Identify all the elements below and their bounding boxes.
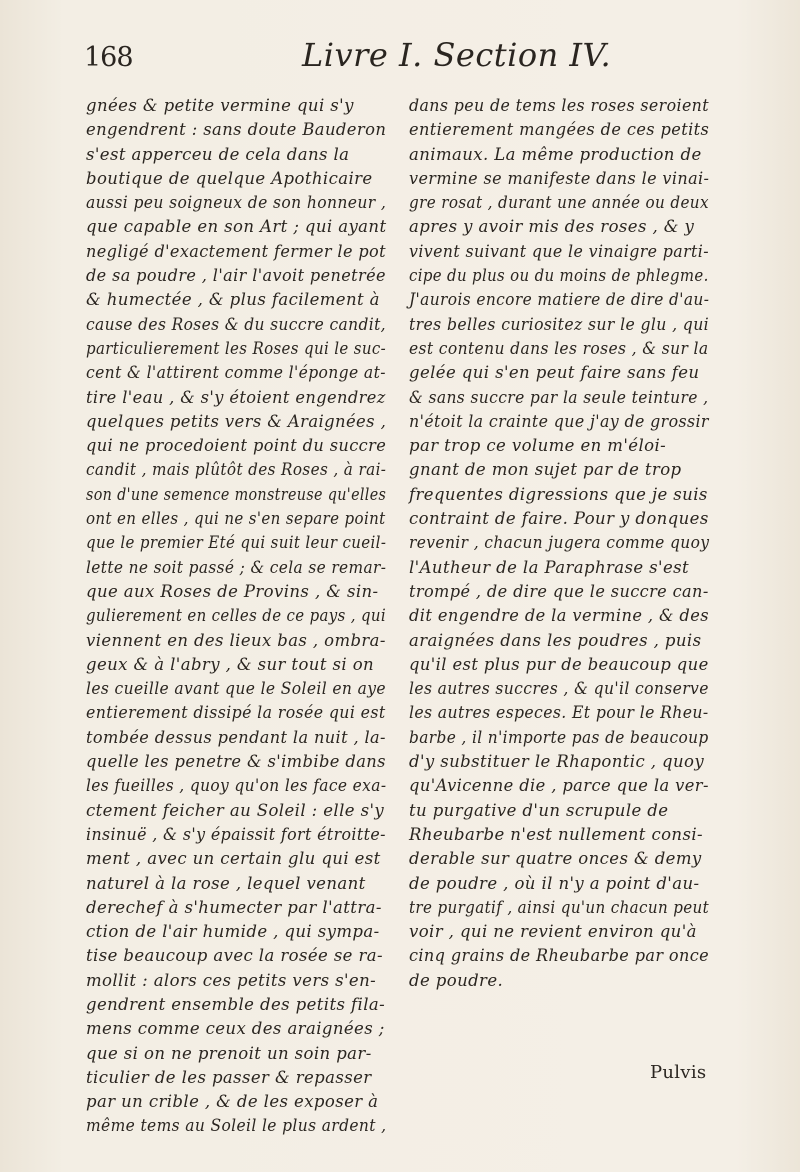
text-line: derechef à s'humecter par l'attra- xyxy=(86,897,382,917)
text-line: même tems au Soleil le plus ardent , xyxy=(86,1116,387,1136)
text-line: d'y substituer le Rhapontic , quoy xyxy=(409,752,705,772)
text-line: par trop ce volume en m'éloi- xyxy=(409,436,667,456)
text-line: qui ne procedoient point du succre xyxy=(86,436,387,456)
text-line: les fueilles , quoy qu'on les face exa- xyxy=(86,776,387,796)
text-line: gnées & petite vermine qui s'y xyxy=(86,96,354,115)
text-line: geux & à l'abry , & sur tout si on xyxy=(86,654,375,674)
text-line: ticulier de les passer & repasser xyxy=(86,1067,372,1087)
text-line: tre purgatif , ainsi qu'un chacun peut xyxy=(409,897,710,917)
text-line: est contenu dans les roses , & sur la xyxy=(409,338,709,358)
running-head: Livre I. Section IV. xyxy=(302,36,612,74)
text-line: quelques petits vers & Araignées , xyxy=(86,411,387,431)
text-line: s'est apperceu de cela dans la xyxy=(86,144,350,164)
text-line: araignées dans les poudres , puis xyxy=(409,630,702,650)
right-text-column xyxy=(409,94,709,993)
text-line: ctement feicher au Soleil : elle s'y xyxy=(86,800,385,820)
text-line: animaux. La même production de xyxy=(409,144,702,164)
left-text-column xyxy=(86,94,386,1139)
text-line: entierement mangées de ces petits xyxy=(409,120,710,140)
text-line: ment , avec un certain glu qui est xyxy=(86,849,381,869)
text-line: mollit : alors ces petits vers s'en- xyxy=(86,970,377,990)
text-line: vivent suivant que le vinaigre parti- xyxy=(409,241,709,261)
text-line: lette ne soit passé ; & cela se remar- xyxy=(86,557,387,577)
text-line: aussi peu soigneux de son honneur , xyxy=(86,193,387,213)
text-line: viennent en des lieux bas , ombra- xyxy=(86,630,386,650)
text-line: tombée dessus pendant la nuit , la- xyxy=(86,727,386,747)
text-line: cause des Roses & du succre candit, xyxy=(86,314,386,334)
text-line: entierement dissipé la rosée qui est xyxy=(86,703,386,723)
text-line: dit engendre de la vermine , & des xyxy=(409,606,709,626)
text-line: que aux Roses de Provins , & sin- xyxy=(86,581,379,601)
text-line: les autres succres , & qu'il conserve xyxy=(409,679,709,699)
text-line: apres y avoir mis des roses , & y xyxy=(409,217,695,237)
text-line: qu'il est plus pur de beaucoup que xyxy=(409,654,709,674)
text-line: tise beaucoup avec la rosée se ra- xyxy=(86,946,383,966)
text-line: insinuë , & s'y épaissit fort étroitte- xyxy=(86,824,386,844)
text-line: que le premier Eté qui suit leur cueil- xyxy=(86,533,387,553)
text-line: dans peu de tems les roses seroient xyxy=(409,96,709,115)
page-number: 168 xyxy=(84,42,133,73)
text-line: & humectée , & plus facilement à xyxy=(86,290,380,310)
text-line: les cueille avant que le Soleil en aye xyxy=(86,679,386,699)
text-line: cinq grains de Rheubarbe par once xyxy=(409,946,710,966)
text-line: tres belles curiositez sur le glu , qui xyxy=(409,314,710,334)
text-line: cipe du plus ou du moins de phlegme. xyxy=(409,266,709,286)
text-line: derable sur quatre onces & demy xyxy=(409,849,702,869)
text-line: boutique de quelque Apothicaire xyxy=(86,168,373,188)
text-line: tu purgative d'un scrupule de xyxy=(409,800,669,820)
text-line: revenir , chacun jugera comme quoy xyxy=(409,533,710,553)
text-line: son d'une semence monstreuse qu'elles xyxy=(86,484,387,504)
text-line: ont en elles , qui ne s'en separe point xyxy=(86,509,386,529)
text-line: cent & l'attirent comme l'éponge at- xyxy=(86,363,386,383)
text-line: gelée qui s'en peut faire sans feu xyxy=(409,363,700,383)
text-line: l'Autheur de la Paraphrase s'est xyxy=(409,557,690,577)
text-line: mens comme ceux des araignées ; xyxy=(86,1019,385,1039)
text-line: par un crible , & de les exposer à xyxy=(86,1092,379,1112)
text-line: J'aurois encore matiere de dire d'au- xyxy=(409,290,710,310)
catchword: Pulvis xyxy=(650,1062,707,1083)
text-line: particulierement les Roses qui le suc- xyxy=(86,338,387,358)
text-line: que si on ne prenoit un soin par- xyxy=(86,1043,372,1063)
text-line: trompé , de dire que le succre can- xyxy=(409,581,709,601)
text-line: n'étoit la crainte que j'ay de grossir xyxy=(409,411,709,431)
page-header xyxy=(84,36,734,86)
text-line: de sa poudre , l'air l'avoit penetrée xyxy=(86,266,386,286)
text-line: gulierement en celles de ce pays , qui xyxy=(86,606,387,626)
text-line: vermine se manifeste dans le vinai- xyxy=(409,168,710,188)
text-line: gre rosat , durant une année ou deux xyxy=(409,193,709,213)
text-line: Rheubarbe n'est nullement consi- xyxy=(409,824,703,844)
text-line: que capable en son Art ; qui ayant xyxy=(86,217,387,237)
text-line: quelle les penetre & s'imbibe dans xyxy=(86,752,386,772)
text-line: voir , qui ne revient environ qu'à xyxy=(409,922,697,942)
text-line: naturel à la rose , lequel venant xyxy=(86,873,366,893)
text-line: les autres especes. Et pour le Rheu- xyxy=(409,703,709,723)
text-line: frequentes digressions que je suis xyxy=(409,484,708,504)
text-line: de poudre. xyxy=(409,970,504,990)
text-line: candit , mais plûtôt des Roses , à rai- xyxy=(86,460,387,480)
text-line: tire l'eau , & s'y étoient engendrez xyxy=(86,387,386,407)
text-line: barbe , il n'importe pas de beaucoup xyxy=(409,727,709,747)
text-line: negligé d'exactement fermer le pot xyxy=(86,241,386,261)
text-line: ction de l'air humide , qui sympa- xyxy=(86,922,380,942)
text-line: qu'Avicenne die , parce que la ver- xyxy=(409,776,709,796)
text-line: contraint de faire. Pour y donques xyxy=(409,509,709,529)
text-line: engendrent : sans doute Bauderon xyxy=(86,120,387,140)
text-line: gnant de mon sujet par de trop xyxy=(409,460,682,480)
text-line: de poudre , où il n'y a point d'au- xyxy=(409,873,700,893)
text-line: & sans succre par la seule teinture , xyxy=(409,387,709,407)
text-line: gendrent ensemble des petits fila- xyxy=(86,994,386,1014)
